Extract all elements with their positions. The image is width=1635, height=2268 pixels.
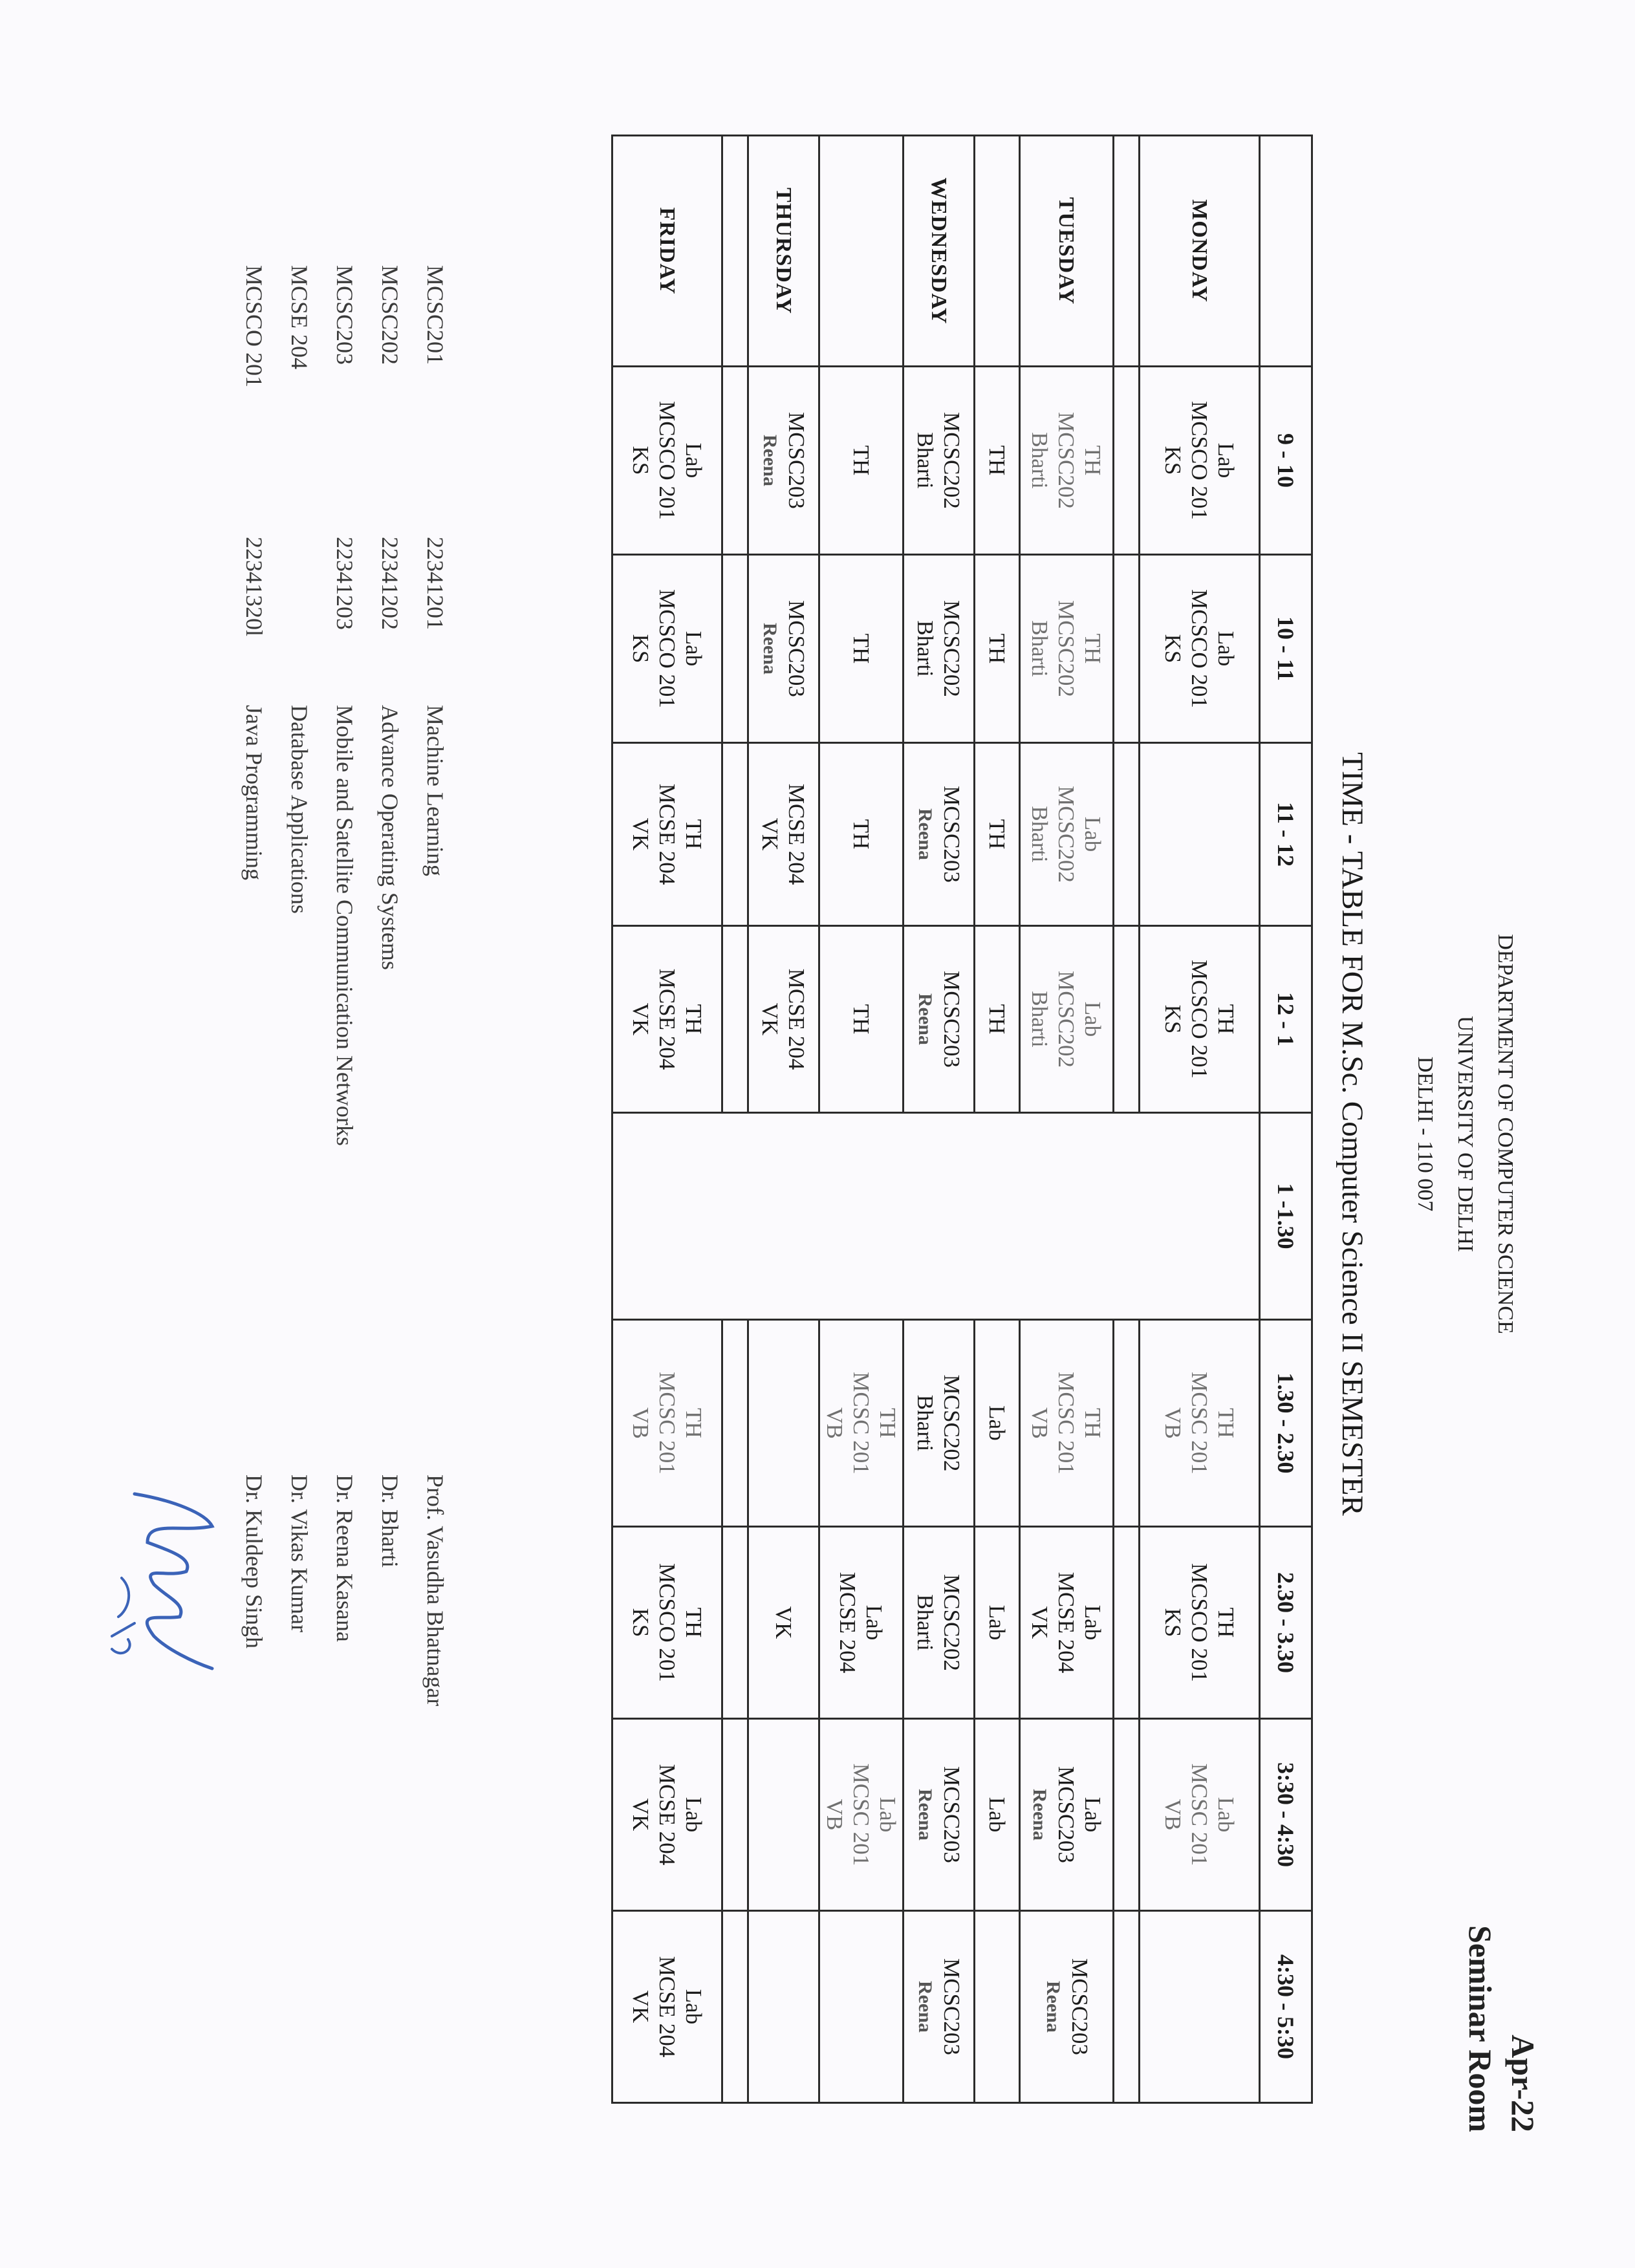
cell-line: VB <box>1160 1798 1186 1831</box>
cell-line: Reena <box>915 993 937 1045</box>
cell-line: MCSC 201 <box>849 1763 874 1866</box>
cell-lines <box>757 556 810 742</box>
course-number: 22341201 <box>422 537 448 630</box>
timetable-cell <box>748 926 819 1113</box>
cell-line: Reena <box>1029 1789 1051 1841</box>
cell-lines <box>1160 1528 1239 1718</box>
cell-lines <box>913 556 966 742</box>
timetable-cell <box>722 926 748 1113</box>
cell-line: MCSC202 <box>1054 600 1079 697</box>
cell-line: TH <box>681 1408 706 1438</box>
timetable-cell <box>975 1320 1020 1527</box>
timetable-cell <box>904 743 975 926</box>
cell-line: VK <box>628 1990 653 2024</box>
cell-lines <box>627 1321 707 1526</box>
timetable-cell <box>1140 367 1260 555</box>
slot-header: 10 - 11 <box>1260 555 1312 743</box>
cell-line: MCSE 204 <box>835 1571 861 1674</box>
slot-header: 9 - 10 <box>1260 367 1312 555</box>
cell-lines <box>913 1720 966 1910</box>
cell-lines <box>821 1321 901 1526</box>
cell-line: Bharti <box>1027 991 1053 1048</box>
timetable-cell <box>1140 926 1260 1113</box>
cell-line: Reena <box>1043 1981 1064 2033</box>
timetable-cell <box>1114 555 1140 743</box>
cell-line: MCSCO 201 <box>1187 960 1212 1079</box>
timetable-cell <box>612 1320 722 1527</box>
cell-lines <box>984 1528 1010 1718</box>
course-title: Advance Operating Systems <box>377 705 403 970</box>
course-number: 22341203 <box>332 537 358 630</box>
cell-line: MCSC203 <box>939 786 965 883</box>
cell-line: MCSC203 <box>939 971 965 1068</box>
cell-line: TH <box>1080 1408 1106 1438</box>
cell-line: Lab <box>1213 631 1239 667</box>
cell-line: Reena <box>759 435 781 486</box>
cell-line: KS <box>628 1608 653 1637</box>
timetable-cell <box>904 1527 975 1719</box>
dept-line: DELHI - 110 007 <box>1413 1056 1437 1212</box>
timetable-cell <box>1020 1527 1114 1719</box>
cell-line: TH <box>1213 1607 1239 1638</box>
day-label: TUESDAY <box>1020 136 1114 367</box>
timetable-cell <box>819 367 904 555</box>
course-row <box>322 265 367 1146</box>
slot-header: 3:30 - 4:30 <box>1260 1719 1312 1911</box>
cell-line: VB <box>1160 1407 1186 1439</box>
cell-line: Lab <box>984 1604 1010 1641</box>
cell-line: TH <box>849 819 874 850</box>
cell-line: Lab <box>1213 442 1239 479</box>
timetable-cell <box>748 743 819 926</box>
cell-line: VK <box>628 1798 653 1831</box>
timetable-cell <box>904 367 975 555</box>
timetable-cell <box>904 555 975 743</box>
slot-header: 1.30 - 2.30 <box>1260 1320 1312 1527</box>
cell-lines <box>835 1528 888 1718</box>
cell-line: MCSC203 <box>939 1766 965 1863</box>
cell-lines <box>1160 927 1239 1112</box>
cell-line: Bharti <box>1027 432 1053 489</box>
faculty-name: Dr. Bharti <box>377 1474 403 1568</box>
cell-line: VK <box>1027 1606 1053 1639</box>
course-code: MCSC201 <box>422 265 448 365</box>
cell-line: Lab <box>1080 816 1106 852</box>
timetable-cell <box>975 367 1020 555</box>
timetable-cell <box>904 1320 975 1527</box>
cell-line: Reena <box>915 1981 937 2033</box>
timetable-cell <box>1140 1320 1260 1527</box>
cell-line: TH <box>849 1004 874 1035</box>
timetable-cell <box>1140 1911 1260 2103</box>
cell-line: TH <box>984 819 1010 850</box>
cell-lines <box>984 1321 1010 1526</box>
cell-lines <box>913 1912 966 2102</box>
course-code: MCSCO 201 <box>241 265 267 388</box>
faculty-name: Dr. Vikas Kumar <box>287 1474 312 1633</box>
cell-lines <box>913 744 966 925</box>
cell-line: VB <box>822 1798 847 1831</box>
timetable-cell <box>1114 1320 1140 1527</box>
timetable-cell <box>722 1320 748 1527</box>
cell-line: TH <box>681 1607 706 1638</box>
cell-line: KS <box>1160 1608 1186 1637</box>
timetable-cell <box>1020 1719 1114 1911</box>
day-label: MONDAY <box>1140 136 1260 367</box>
timetable-cell <box>1140 555 1260 743</box>
cell-lines <box>848 927 874 1112</box>
cell-line: KS <box>1160 634 1186 664</box>
timetable-cell <box>612 555 722 743</box>
cell-lines <box>1160 556 1239 742</box>
cell-line: MCSC 201 <box>1187 1763 1212 1866</box>
timetable-grid <box>611 135 1313 2104</box>
slot-header: 12 - 1 <box>1260 926 1312 1113</box>
cell-lines <box>848 744 874 925</box>
cell-lines <box>1027 1528 1107 1718</box>
cell-line: MCSC202 <box>939 1574 965 1671</box>
day-label-blank <box>1114 136 1140 367</box>
cell-lines <box>627 367 707 554</box>
department-header <box>1405 0 1525 2268</box>
timetable-cell <box>1114 367 1140 555</box>
month-label: Apr-22 <box>1505 2035 1541 2132</box>
room-label: Seminar Room <box>1462 1925 1499 2132</box>
cell-line: MCSC 201 <box>655 1372 680 1474</box>
timetable-cell <box>904 1719 975 1911</box>
cell-line: Lab <box>1213 1797 1239 1833</box>
timetable-cell <box>748 555 819 743</box>
corner-cell <box>1260 136 1312 367</box>
timetable-cell <box>904 926 975 1113</box>
dept-line: DEPARTMENT OF COMPUTER SCIENCE <box>1493 934 1517 1334</box>
course-list <box>232 265 458 1146</box>
slot-header: 11 - 12 <box>1260 743 1312 926</box>
cell-lines <box>1027 556 1107 742</box>
cell-lines <box>1160 1720 1239 1910</box>
cell-line: MCSC202 <box>939 412 965 509</box>
cell-lines <box>848 367 874 554</box>
cell-lines <box>913 1321 966 1526</box>
cell-lines <box>627 744 707 925</box>
day-label-blank <box>819 136 904 367</box>
timetable-cell <box>612 367 722 555</box>
cell-line: MCSC203 <box>784 600 810 697</box>
cell-line: KS <box>628 634 653 664</box>
cell-line: Reena <box>915 808 937 860</box>
cell-line: MCSC203 <box>939 1958 965 2055</box>
cell-lines <box>770 1528 797 1718</box>
cell-lines <box>757 367 810 554</box>
lunch-break-cell <box>612 1113 1260 1320</box>
course-title: Database Applications <box>287 705 312 914</box>
cell-line: MCSC202 <box>1054 786 1079 883</box>
timetable-cell <box>1140 743 1260 926</box>
cell-line: TH <box>984 1004 1010 1035</box>
cell-lines <box>1160 367 1239 554</box>
cell-line: MCSC 201 <box>1054 1372 1079 1474</box>
cell-lines <box>1160 1321 1239 1526</box>
cell-line: Bharti <box>913 432 938 489</box>
cell-line: MCSE 204 <box>655 1764 680 1866</box>
cell-line: TH <box>984 633 1010 664</box>
timetable-cell <box>612 1527 722 1719</box>
cell-line: MCSC202 <box>939 1374 965 1472</box>
slot-header: 1 -1.30 <box>1260 1113 1312 1320</box>
cell-line: MCSCO 201 <box>1187 1563 1212 1682</box>
timetable-cell <box>1140 1527 1260 1719</box>
timetable-cell <box>1020 1911 1114 2103</box>
cell-line: Lab <box>681 631 706 667</box>
timetable-cell <box>819 555 904 743</box>
timetable-cell <box>975 1911 1020 2103</box>
cell-line: TH <box>875 1408 900 1438</box>
cell-line: Lab <box>861 1604 887 1641</box>
cell-line: Bharti <box>1027 620 1053 677</box>
timetable-cell <box>819 1719 904 1911</box>
cell-lines <box>627 927 707 1112</box>
cell-lines <box>627 1720 707 1910</box>
course-code: MCSC202 <box>377 265 403 365</box>
timetable-cell <box>975 1527 1020 1719</box>
slot-header: 2.30 - 3.30 <box>1260 1527 1312 1719</box>
timetable-cell <box>612 1719 722 1911</box>
cell-line: Reena <box>915 1789 937 1841</box>
cell-line: MCSE 204 <box>655 968 680 1070</box>
cell-lines <box>627 556 707 742</box>
timetable-cell <box>722 1719 748 1911</box>
cell-line: TH <box>849 445 874 476</box>
cell-lines <box>984 744 1010 925</box>
cell-line: Lab <box>681 1989 706 2025</box>
timetable-cell <box>1140 1719 1260 1911</box>
timetable-cell <box>819 926 904 1113</box>
cell-lines <box>757 744 810 925</box>
cell-line: MCSC202 <box>939 600 965 697</box>
timetable-cell <box>1020 743 1114 926</box>
cell-line: KS <box>1160 446 1186 475</box>
cell-line: TH <box>849 633 874 664</box>
cell-line: TH <box>681 819 706 850</box>
page-title: TIME - TABLE FOR M.Sc. Computer Science II SEMESTER <box>1336 752 1369 1516</box>
cell-line: MCSC202 <box>1054 971 1079 1068</box>
timetable-cell <box>1114 743 1140 926</box>
timetable-cell <box>748 1911 819 2103</box>
cell-lines <box>1040 1912 1093 2102</box>
timetable-cell <box>819 743 904 926</box>
faculty-name: Dr. Reena Kasana <box>332 1474 358 1642</box>
cell-line: MCSE 204 <box>784 783 810 885</box>
cell-line: MCSC203 <box>1054 1766 1079 1863</box>
cell-lines <box>984 1720 1010 1910</box>
cell-line: TH <box>1080 633 1106 664</box>
cell-line: Lab <box>875 1797 900 1833</box>
cell-lines <box>627 1912 707 2102</box>
day-label: THURSDAY <box>748 136 819 367</box>
cell-line: MCSC 201 <box>1187 1372 1212 1474</box>
cell-line: TH <box>984 445 1010 476</box>
cell-line: Lab <box>984 1797 1010 1833</box>
course-row <box>367 265 413 1146</box>
cell-line: MCSC203 <box>784 412 810 509</box>
timetable-cell <box>722 367 748 555</box>
cell-line: Lab <box>1080 1604 1106 1641</box>
cell-line: VK <box>628 817 653 851</box>
cell-line: MCSC203 <box>1067 1958 1092 2055</box>
cell-lines <box>1027 927 1107 1112</box>
cell-lines <box>913 927 966 1112</box>
timetable-cell <box>722 555 748 743</box>
cell-lines <box>1027 744 1107 925</box>
faculty-name: Prof. Vasudha Bhatnagar <box>422 1474 448 1707</box>
cell-lines <box>848 556 874 742</box>
day-label: WEDNESDAY <box>904 136 975 367</box>
timetable-cell <box>975 743 1020 926</box>
cell-line: Bharti <box>913 1594 938 1651</box>
timetable-cell <box>1020 555 1114 743</box>
cell-line: MCSCO 201 <box>655 1563 680 1682</box>
timetable-cell <box>612 1911 722 2103</box>
cell-lines <box>984 927 1010 1112</box>
course-row <box>232 265 277 1146</box>
timetable-cell <box>612 926 722 1113</box>
cell-line: VK <box>757 817 783 851</box>
timetable-cell <box>722 1911 748 2103</box>
timetable-cell <box>975 926 1020 1113</box>
cell-line: KS <box>1160 1004 1186 1034</box>
day-label-blank <box>722 136 748 367</box>
faculty-name: Dr. Kuldeep Singh <box>241 1474 267 1648</box>
timetable-cell <box>1114 1527 1140 1719</box>
cell-line: VK <box>628 1002 653 1036</box>
slot-header-row <box>1260 136 1312 2103</box>
cell-line: MCSCO 201 <box>1187 589 1212 708</box>
slot-header: 4:30 - 5:30 <box>1260 1911 1312 2103</box>
cell-line: Lab <box>1080 1797 1106 1833</box>
cell-line: Bharti <box>1027 806 1053 863</box>
cell-lines <box>1027 367 1107 554</box>
cell-line: MCSCO 201 <box>655 589 680 708</box>
cell-line: Bharti <box>913 1394 938 1452</box>
timetable-cell <box>819 1527 904 1719</box>
cell-line: Lab <box>681 1797 706 1833</box>
course-code: MCSC203 <box>332 265 358 365</box>
timetable-cell <box>1114 1911 1140 2103</box>
cell-line: KS <box>628 446 653 475</box>
timetable-cell <box>975 1719 1020 1911</box>
cell-line: VK <box>757 1002 783 1036</box>
timetable-cell <box>819 1911 904 2103</box>
course-row <box>277 265 322 1146</box>
timetable-cell <box>1114 1719 1140 1911</box>
dept-line: UNIVERSITY OF DELHI <box>1453 1015 1477 1253</box>
timetable-cell <box>1020 1320 1114 1527</box>
cell-line: TH <box>1080 445 1106 476</box>
course-title: Mobile and Satellite Communication Networks <box>332 705 358 1146</box>
cell-lines <box>821 1720 901 1910</box>
cell-lines <box>757 927 810 1112</box>
cell-lines <box>627 1528 707 1718</box>
timetable-cell <box>975 555 1020 743</box>
cell-line: MCSE 204 <box>655 1956 680 2058</box>
cell-line: Lab <box>1080 1001 1106 1037</box>
timetable-cell <box>748 367 819 555</box>
timetable-cell <box>1114 926 1140 1113</box>
timetable-cell <box>1020 926 1114 1113</box>
course-code: MCSE 204 <box>287 265 312 370</box>
cell-line: MCSC202 <box>1054 412 1079 509</box>
timetable-cell <box>904 1911 975 2103</box>
cell-line: TH <box>1213 1004 1239 1035</box>
course-number: 22341320l <box>241 537 267 637</box>
course-number <box>277 537 322 705</box>
timetable-cell <box>819 1320 904 1527</box>
timetable-cell <box>748 1320 819 1527</box>
cell-line: TH <box>1213 1408 1239 1438</box>
cell-line: MCSCO 201 <box>655 401 680 520</box>
cell-lines <box>984 556 1010 742</box>
timetable-cell <box>612 743 722 926</box>
cell-line: MCSE 204 <box>1054 1571 1079 1674</box>
cell-line: VB <box>822 1407 847 1439</box>
cell-lines <box>1027 1720 1107 1910</box>
cell-line: Lab <box>681 442 706 479</box>
cell-lines <box>984 367 1010 554</box>
cell-line: Reena <box>759 623 781 675</box>
day-label: FRIDAY <box>612 136 722 367</box>
day-row <box>1140 136 1260 2103</box>
cell-line: VB <box>628 1407 653 1439</box>
course-title: Machine Learning <box>422 705 448 876</box>
cell-line: MCSE 204 <box>784 968 810 1070</box>
cell-line: MCSE 204 <box>655 783 680 885</box>
timetable-cell <box>722 743 748 926</box>
timetable-cell <box>748 1719 819 1911</box>
cell-line: VB <box>1027 1407 1053 1439</box>
cell-line: TH <box>681 1004 706 1035</box>
day-label-blank <box>975 136 1020 367</box>
faculty-list <box>232 1474 458 1706</box>
course-number: 22341202 <box>377 537 403 630</box>
cell-lines <box>913 367 966 554</box>
timetable-cell <box>1020 367 1114 555</box>
handwritten-signature <box>102 1481 232 1675</box>
cell-lines <box>913 1528 966 1718</box>
cell-line: VK <box>771 1606 796 1639</box>
timetable-cell <box>722 1527 748 1719</box>
cell-lines <box>1027 1321 1107 1526</box>
cell-line: Bharti <box>913 620 938 677</box>
course-title: Java Programming <box>241 705 267 880</box>
timetable-cell <box>748 1527 819 1719</box>
cell-line: MCSCO 201 <box>1187 401 1212 520</box>
course-row <box>413 265 458 1146</box>
cell-line: Lab <box>984 1405 1010 1441</box>
cell-line: MCSC 201 <box>849 1372 874 1474</box>
